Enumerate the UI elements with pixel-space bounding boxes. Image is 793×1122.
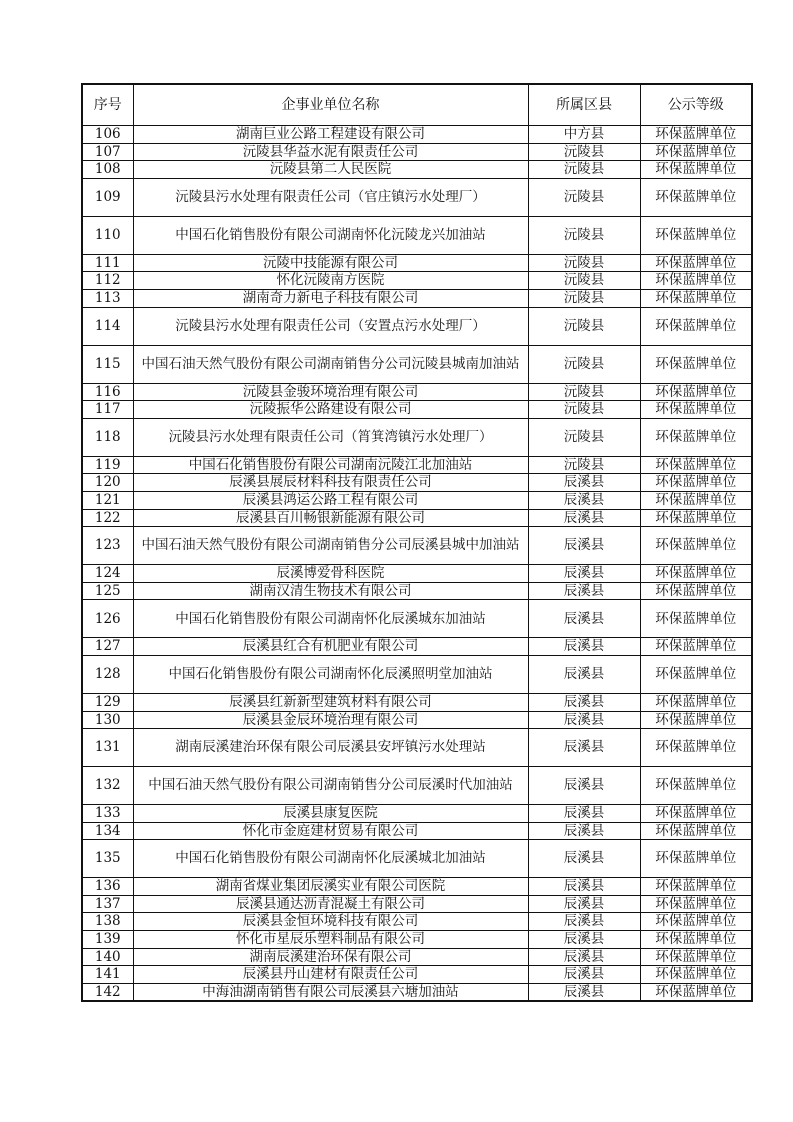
cell-disclosure-level: 环保蓝牌单位 <box>640 983 752 1001</box>
cell-serial-number: 128 <box>82 655 133 693</box>
cell-company-name: 怀化市星辰乐塑料制品有限公司 <box>133 931 528 949</box>
cell-disclosure-level: 环保蓝牌单位 <box>640 729 752 767</box>
cell-county: 沅陵县 <box>528 216 640 254</box>
cell-county: 沅陵县 <box>528 307 640 345</box>
cell-serial-number: 120 <box>82 474 133 492</box>
cell-county: 辰溪县 <box>528 655 640 693</box>
cell-disclosure-level: 环保蓝牌单位 <box>640 527 752 565</box>
cell-county: 辰溪县 <box>528 693 640 711</box>
cell-county: 辰溪县 <box>528 878 640 896</box>
cell-serial-number: 142 <box>82 983 133 1001</box>
cell-serial-number: 129 <box>82 693 133 711</box>
cell-serial-number: 118 <box>82 418 133 456</box>
cell-serial-number: 139 <box>82 931 133 949</box>
cell-disclosure-level: 环保蓝牌单位 <box>640 509 752 527</box>
cell-company-name: 辰溪县金辰环境治理有限公司 <box>133 711 528 729</box>
table-row <box>82 272 752 290</box>
cell-company-name: 辰溪县丹山建材有限责任公司 <box>133 966 528 984</box>
cell-disclosure-level: 环保蓝牌单位 <box>640 638 752 656</box>
cell-company-name: 沅陵县污水处理有限责任公司（筲箕湾镇污水处理厂） <box>133 418 528 456</box>
cell-serial-number: 110 <box>82 216 133 254</box>
cell-disclosure-level: 环保蓝牌单位 <box>640 565 752 583</box>
cell-disclosure-level: 环保蓝牌单位 <box>640 345 752 383</box>
cell-county: 辰溪县 <box>528 491 640 509</box>
cell-company-name: 湖南省煤业集团辰溪实业有限公司医院 <box>133 878 528 896</box>
cell-company-name: 沅陵县污水处理有限责任公司（官庄镇污水处理厂） <box>133 178 528 216</box>
table-row <box>82 767 752 805</box>
table-body <box>82 126 752 1002</box>
table-row <box>82 345 752 383</box>
cell-disclosure-level: 环保蓝牌单位 <box>640 143 752 161</box>
cell-serial-number: 141 <box>82 966 133 984</box>
cell-serial-number: 115 <box>82 345 133 383</box>
cell-company-name: 辰溪县金恒环境科技有限公司 <box>133 913 528 931</box>
table-row <box>82 418 752 456</box>
cell-county: 辰溪县 <box>528 840 640 878</box>
cell-disclosure-level: 环保蓝牌单位 <box>640 931 752 949</box>
cell-company-name: 辰溪县红合有机肥业有限公司 <box>133 638 528 656</box>
cell-disclosure-level: 环保蓝牌单位 <box>640 383 752 401</box>
table-row <box>82 254 752 272</box>
table-row <box>82 913 752 931</box>
table-row <box>82 509 752 527</box>
cell-company-name: 怀化沅陵南方医院 <box>133 272 528 290</box>
table-row <box>82 474 752 492</box>
table-row <box>82 966 752 984</box>
cell-company-name: 中国石油天然气股份有限公司湖南销售分公司辰溪县城中加油站 <box>133 527 528 565</box>
cell-disclosure-level: 环保蓝牌单位 <box>640 161 752 179</box>
cell-disclosure-level: 环保蓝牌单位 <box>640 126 752 144</box>
cell-company-name: 辰溪县康复医院 <box>133 805 528 823</box>
cell-serial-number: 106 <box>82 126 133 144</box>
table-row <box>82 638 752 656</box>
cell-disclosure-level: 环保蓝牌单位 <box>640 913 752 931</box>
cell-company-name: 湖南辰溪建治环保有限公司 <box>133 948 528 966</box>
cell-serial-number: 111 <box>82 254 133 272</box>
cell-disclosure-level: 环保蓝牌单位 <box>640 216 752 254</box>
cell-serial-number: 134 <box>82 822 133 840</box>
cell-county: 辰溪县 <box>528 565 640 583</box>
cell-serial-number: 108 <box>82 161 133 179</box>
cell-disclosure-level: 环保蓝牌单位 <box>640 822 752 840</box>
cell-disclosure-level: 环保蓝牌单位 <box>640 456 752 474</box>
cell-county: 沅陵县 <box>528 161 640 179</box>
cell-company-name: 辰溪县红新新型建筑材料有限公司 <box>133 693 528 711</box>
cell-serial-number: 135 <box>82 840 133 878</box>
cell-disclosure-level: 环保蓝牌单位 <box>640 178 752 216</box>
table-row <box>82 161 752 179</box>
cell-serial-number: 136 <box>82 878 133 896</box>
cell-county: 辰溪县 <box>528 729 640 767</box>
table-row <box>82 693 752 711</box>
cell-disclosure-level: 环保蓝牌单位 <box>640 693 752 711</box>
table-row <box>82 289 752 307</box>
cell-disclosure-level: 环保蓝牌单位 <box>640 289 752 307</box>
cell-county: 沅陵县 <box>528 272 640 290</box>
table-row <box>82 600 752 638</box>
cell-company-name: 辰溪博爱骨科医院 <box>133 565 528 583</box>
document-page <box>81 83 751 1002</box>
header-serial-number: 序号 <box>82 84 133 126</box>
table-row <box>82 401 752 419</box>
enterprise-table <box>81 83 753 1002</box>
cell-disclosure-level: 环保蓝牌单位 <box>640 895 752 913</box>
cell-serial-number: 130 <box>82 711 133 729</box>
cell-company-name: 中国石化销售股份有限公司湖南怀化沅陵龙兴加油站 <box>133 216 528 254</box>
cell-county: 中方县 <box>528 126 640 144</box>
table-row <box>82 822 752 840</box>
table-row <box>82 840 752 878</box>
header-disclosure-level: 公示等级 <box>640 84 752 126</box>
cell-county: 辰溪县 <box>528 895 640 913</box>
cell-serial-number: 133 <box>82 805 133 823</box>
cell-disclosure-level: 环保蓝牌单位 <box>640 474 752 492</box>
cell-serial-number: 132 <box>82 767 133 805</box>
cell-company-name: 辰溪县通达沥青混凝土有限公司 <box>133 895 528 913</box>
table-row <box>82 216 752 254</box>
cell-company-name: 中海油湖南销售有限公司辰溪县六塘加油站 <box>133 983 528 1001</box>
cell-company-name: 中国石化销售股份有限公司湖南怀化辰溪城东加油站 <box>133 600 528 638</box>
cell-serial-number: 121 <box>82 491 133 509</box>
table-row <box>82 383 752 401</box>
cell-disclosure-level: 环保蓝牌单位 <box>640 805 752 823</box>
cell-disclosure-level: 环保蓝牌单位 <box>640 272 752 290</box>
cell-county: 沅陵县 <box>528 345 640 383</box>
cell-company-name: 辰溪县展辰材料科技有限责任公司 <box>133 474 528 492</box>
table-row <box>82 527 752 565</box>
cell-county: 辰溪县 <box>528 805 640 823</box>
cell-county: 沅陵县 <box>528 178 640 216</box>
cell-company-name: 中国石化销售股份有限公司湖南沅陵江北加油站 <box>133 456 528 474</box>
cell-company-name: 中国石油天然气股份有限公司湖南销售分公司沅陵县城南加油站 <box>133 345 528 383</box>
cell-serial-number: 137 <box>82 895 133 913</box>
cell-county: 沅陵县 <box>528 254 640 272</box>
table-row <box>82 582 752 600</box>
cell-county: 沅陵县 <box>528 418 640 456</box>
cell-county: 辰溪县 <box>528 966 640 984</box>
cell-serial-number: 117 <box>82 401 133 419</box>
cell-serial-number: 122 <box>82 509 133 527</box>
table-row <box>82 805 752 823</box>
cell-serial-number: 107 <box>82 143 133 161</box>
cell-serial-number: 125 <box>82 582 133 600</box>
cell-disclosure-level: 环保蓝牌单位 <box>640 307 752 345</box>
cell-county: 沅陵县 <box>528 289 640 307</box>
table-row <box>82 456 752 474</box>
cell-county: 沅陵县 <box>528 456 640 474</box>
table-row <box>82 895 752 913</box>
table-row <box>82 126 752 144</box>
cell-county: 辰溪县 <box>528 931 640 949</box>
cell-disclosure-level: 环保蓝牌单位 <box>640 491 752 509</box>
table-row <box>82 178 752 216</box>
table-row <box>82 931 752 949</box>
cell-county: 辰溪县 <box>528 527 640 565</box>
cell-company-name: 沅陵振华公路建设有限公司 <box>133 401 528 419</box>
cell-county: 辰溪县 <box>528 582 640 600</box>
table-row <box>82 711 752 729</box>
cell-county: 辰溪县 <box>528 822 640 840</box>
cell-company-name: 中国石化销售股份有限公司湖南怀化辰溪照明堂加油站 <box>133 655 528 693</box>
cell-county: 辰溪县 <box>528 600 640 638</box>
cell-county: 辰溪县 <box>528 948 640 966</box>
cell-county: 沅陵县 <box>528 401 640 419</box>
cell-serial-number: 123 <box>82 527 133 565</box>
cell-county: 沅陵县 <box>528 383 640 401</box>
cell-company-name: 湖南巨业公路工程建设有限公司 <box>133 126 528 144</box>
cell-company-name: 沅陵县金骏环境治理有限公司 <box>133 383 528 401</box>
header-county: 所属区县 <box>528 84 640 126</box>
cell-county: 沅陵县 <box>528 143 640 161</box>
table-row <box>82 143 752 161</box>
table-row <box>82 307 752 345</box>
cell-county: 辰溪县 <box>528 983 640 1001</box>
cell-company-name: 沅陵县污水处理有限责任公司（安置点污水处理厂） <box>133 307 528 345</box>
cell-disclosure-level: 环保蓝牌单位 <box>640 600 752 638</box>
cell-disclosure-level: 环保蓝牌单位 <box>640 878 752 896</box>
cell-serial-number: 113 <box>82 289 133 307</box>
cell-county: 辰溪县 <box>528 509 640 527</box>
cell-serial-number: 138 <box>82 913 133 931</box>
header-company-name: 企事业单位名称 <box>133 84 528 126</box>
cell-company-name: 湖南奇力新电子科技有限公司 <box>133 289 528 307</box>
cell-serial-number: 140 <box>82 948 133 966</box>
cell-disclosure-level: 环保蓝牌单位 <box>640 948 752 966</box>
table-row <box>82 983 752 1001</box>
cell-serial-number: 131 <box>82 729 133 767</box>
cell-serial-number: 127 <box>82 638 133 656</box>
cell-company-name: 沅陵中技能源有限公司 <box>133 254 528 272</box>
cell-county: 辰溪县 <box>528 638 640 656</box>
table-row <box>82 878 752 896</box>
cell-serial-number: 112 <box>82 272 133 290</box>
cell-county: 辰溪县 <box>528 711 640 729</box>
cell-county: 辰溪县 <box>528 767 640 805</box>
cell-company-name: 湖南汉清生物技术有限公司 <box>133 582 528 600</box>
table-row <box>82 655 752 693</box>
table-row <box>82 491 752 509</box>
cell-disclosure-level: 环保蓝牌单位 <box>640 655 752 693</box>
cell-serial-number: 109 <box>82 178 133 216</box>
cell-company-name: 中国石油天然气股份有限公司湖南销售分公司辰溪时代加油站 <box>133 767 528 805</box>
table-header-row <box>82 84 752 126</box>
cell-county: 辰溪县 <box>528 474 640 492</box>
cell-company-name: 怀化市金庭建材贸易有限公司 <box>133 822 528 840</box>
cell-company-name: 沅陵县华益水泥有限责任公司 <box>133 143 528 161</box>
cell-company-name: 中国石化销售股份有限公司湖南怀化辰溪城北加油站 <box>133 840 528 878</box>
table-row <box>82 729 752 767</box>
cell-disclosure-level: 环保蓝牌单位 <box>640 840 752 878</box>
table-row <box>82 948 752 966</box>
cell-disclosure-level: 环保蓝牌单位 <box>640 711 752 729</box>
cell-serial-number: 124 <box>82 565 133 583</box>
cell-disclosure-level: 环保蓝牌单位 <box>640 418 752 456</box>
table-row <box>82 565 752 583</box>
cell-serial-number: 114 <box>82 307 133 345</box>
cell-company-name: 湖南辰溪建治环保有限公司辰溪县安坪镇污水处理站 <box>133 729 528 767</box>
cell-serial-number: 116 <box>82 383 133 401</box>
cell-disclosure-level: 环保蓝牌单位 <box>640 401 752 419</box>
cell-serial-number: 119 <box>82 456 133 474</box>
cell-company-name: 辰溪县百川畅银新能源有限公司 <box>133 509 528 527</box>
cell-disclosure-level: 环保蓝牌单位 <box>640 966 752 984</box>
cell-county: 辰溪县 <box>528 913 640 931</box>
cell-disclosure-level: 环保蓝牌单位 <box>640 254 752 272</box>
cell-disclosure-level: 环保蓝牌单位 <box>640 582 752 600</box>
cell-company-name: 辰溪县鸿运公路工程有限公司 <box>133 491 528 509</box>
cell-disclosure-level: 环保蓝牌单位 <box>640 767 752 805</box>
cell-serial-number: 126 <box>82 600 133 638</box>
cell-company-name: 沅陵县第二人民医院 <box>133 161 528 179</box>
